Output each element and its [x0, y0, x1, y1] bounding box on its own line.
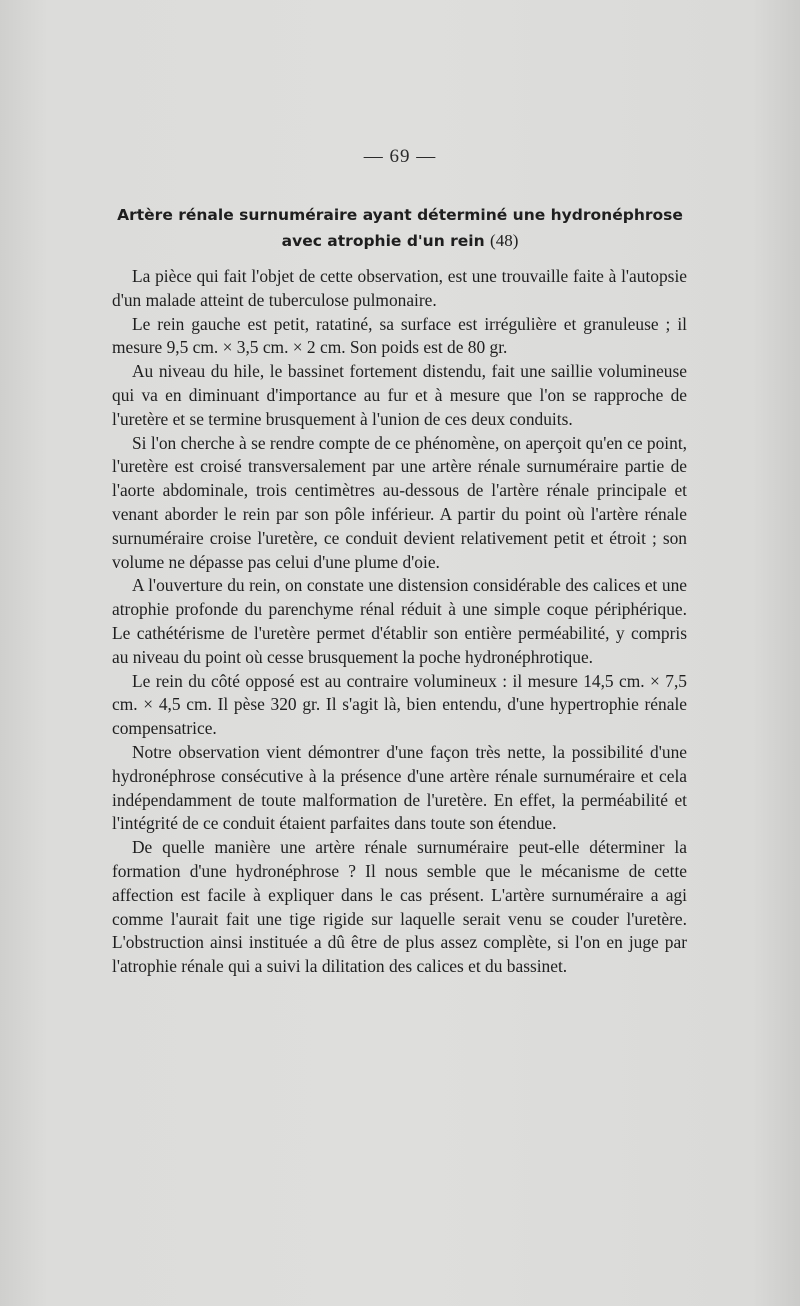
paragraph: Le rein du côté opposé est au contraire volumineux : il mesure 14,5 cm. × 7,5 cm. × 4,5 cm. Il pèse 320 gr. Il s'agit là, bien entendu, d'une hypertrophie rénale compensatrice.	[112, 670, 687, 739]
paragraph: Si l'on cherche à se rendre compte de ce phénomène, on aperçoit qu'en ce point, l'uretère est croisé transversalement par une artère rénale surnuméraire partie de l'aorte abdominale, trois centimètres au-dessous de l'artère rénale principale et venant aborder le rein par son pôle inférieur. A partir du point où l'artère rénale surnuméraire croise l'uretère, ce conduit devient relativement petit et étroit ; son volume ne dépasse pas celui d'une plume d'oie.	[112, 432, 687, 572]
article-title	[60, 203, 740, 254]
paragraph: De quelle manière une artère rénale surnuméraire peut-elle déterminer la formation d'une hydronéphrose ? Il nous semble que le mécanisme de cette affection est facile à expliquer dans le cas présent. L'artère surnuméraire a agi comme l'aurait fait une tige rigide sur laquelle serait venu se couder l'uretère. L'obstruction ainsi instituée a dû être de plus assez complète, si l'on en juge par l'atrophie rénale qui a suivi la dilitation des calices et du bassinet.	[112, 837, 687, 977]
title-line-2-text: avec atrophie d'un rein	[281, 232, 485, 250]
body-text	[112, 265, 687, 979]
title-line-2	[60, 228, 740, 254]
title-reference: (48)	[490, 231, 519, 250]
paragraph: La pièce qui fait l'objet de cette observation, est une trouvaille faite à l'autopsie d'un malade atteint de tuberculose pulmonaire.	[112, 266, 687, 310]
paragraph: Au niveau du hile, le bassinet fortement distendu, fait une saillie volumineuse qui va en diminuant d'importance au fur et à mesure que l'on se rapproche de l'uretère et se termine brusquement à l'union de ces deux conduits.	[112, 361, 687, 429]
page-number: — 69 —	[363, 146, 437, 167]
paragraph: A l'ouverture du rein, on constate une distension considérable des calices et une atrophie profonde du parenchyme rénal réduit à une simple coque périphérique. Le cathétérisme de l'uretère permet d'établir son entière perméabilité, y compris au niveau du point où cesse brusquement la poche hydronéphrotique.	[112, 575, 687, 667]
paragraph: Le rein gauche est petit, ratatiné, sa surface est irrégulière et granuleuse ; il mesure 9,5 cm. × 3,5 cm. × 2 cm. Son poids est de 80 gr.	[112, 313, 687, 358]
title-line-1: Artère rénale surnuméraire ayant déterminé une hydronéphrose	[117, 206, 683, 224]
paragraph: Notre observation vient démontrer d'une façon très nette, la possibilité d'une hydronéphrose consécutive à la présence d'une artère rénale surnuméraire et cela indépendamment de toute malformation de l'uretère. En effet, la perméabilité et l'intégrité de ce conduit étaient parfaites dans toute son étendue.	[112, 741, 687, 834]
